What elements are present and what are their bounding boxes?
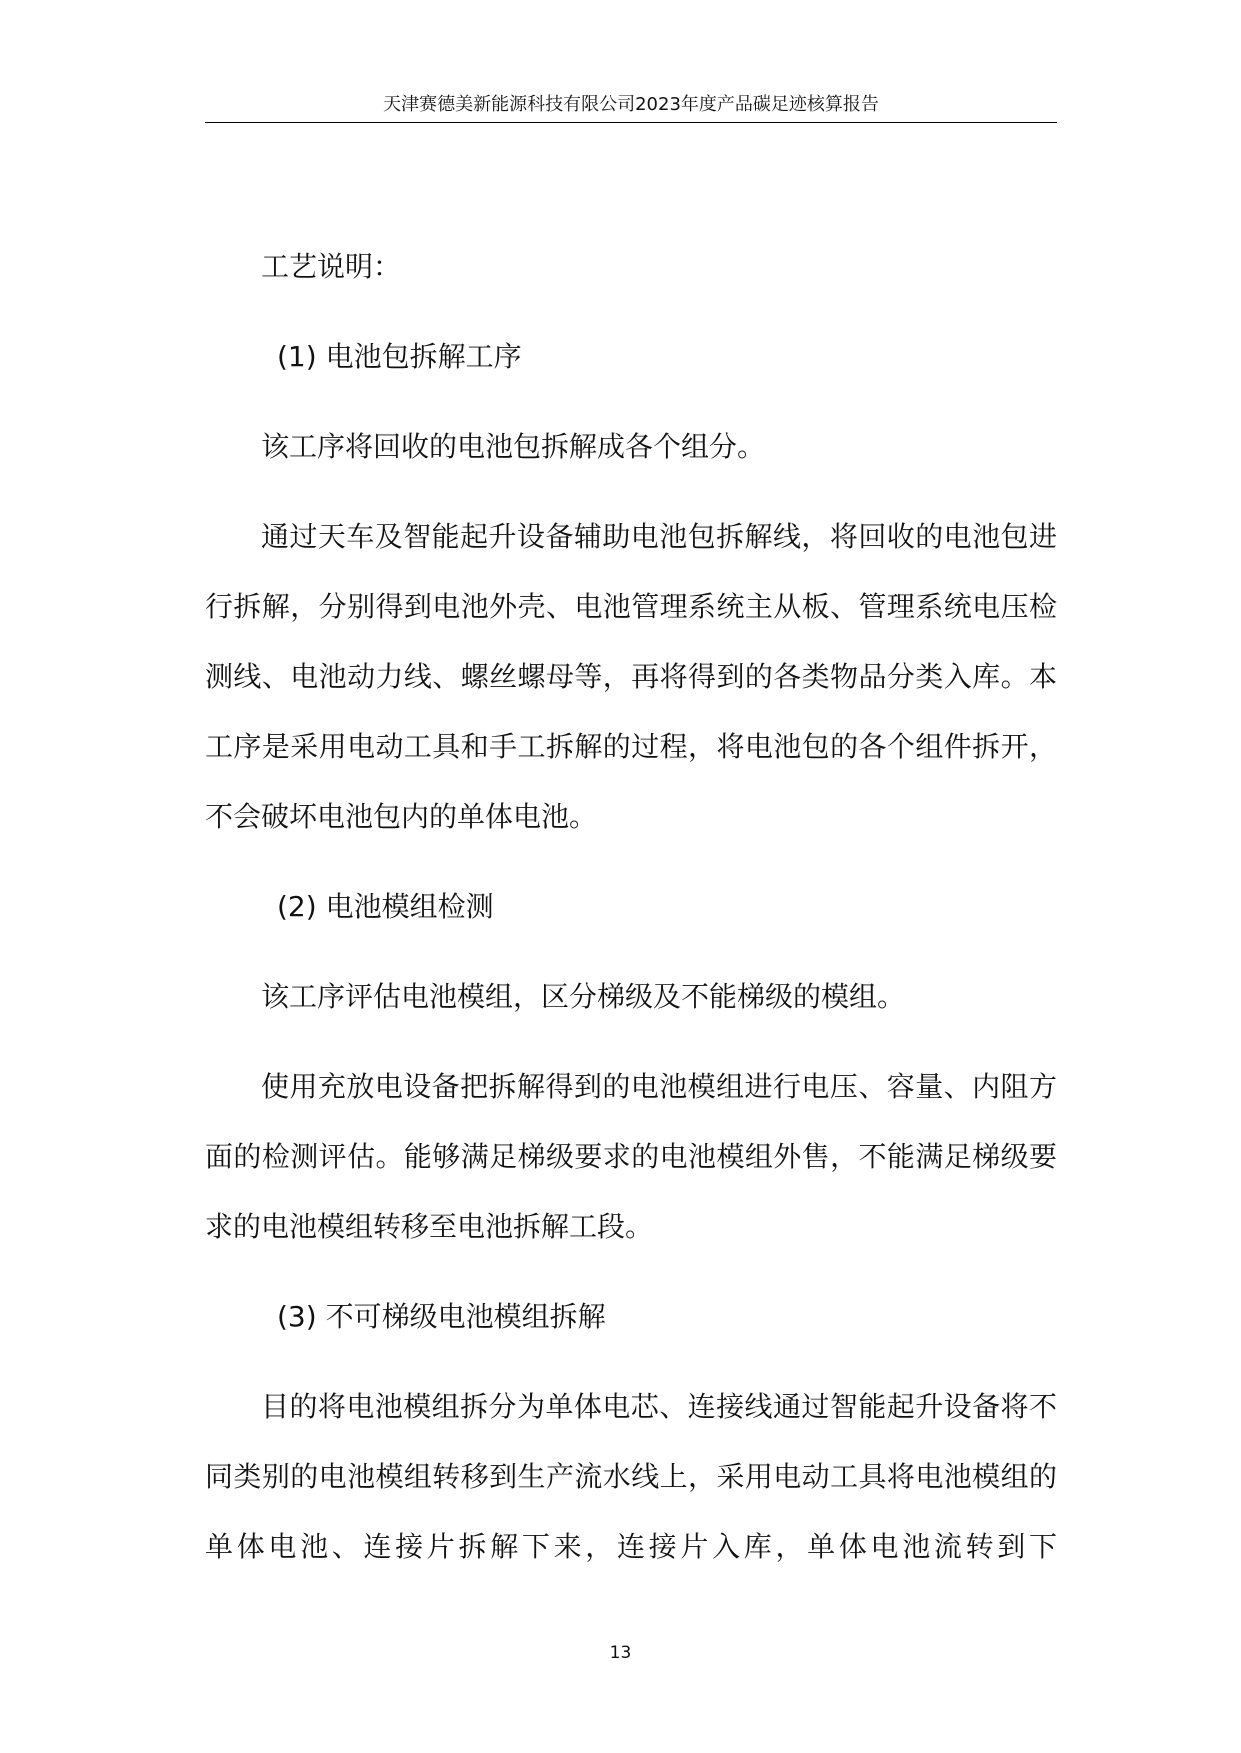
step-3-heading: (3) 不可梯级电池模组拆解 <box>277 1300 606 1333</box>
step-1-heading: (1) 电池包拆解工序 <box>277 340 522 373</box>
step-2-detail: 使用充放电设备把拆解得到的电池模组进行电压、容量、内阻方面的检测评估。能够满足梯级要求的电池模组外售，不能满足梯级要求的电池模组转移至电池拆解工段。 <box>205 1070 1057 1243</box>
step-2-heading: (2) 电池模组检测 <box>277 890 494 923</box>
running-header: 天津赛德美新能源科技有限公司2023年度产品碳足迹核算报告 <box>383 94 879 115</box>
step-2-summary: 该工序评估电池模组，区分梯级及不能梯级的模组。 <box>261 980 906 1013</box>
step-3-detail: 目的将电池模组拆分为单体电芯、连接线通过智能起升设备将不同类别的电池模组转移到生产流水线上，采用电动工具将电池模组的单体电池、连接片拆解下来，连接片入库，单体电池流转到下 <box>205 1390 1057 1563</box>
body-content <box>205 232 1057 1602</box>
step-1-summary: 该工序将回收的电池包拆解成各个组分。 <box>261 430 766 463</box>
page-number: 13 <box>609 1643 632 1663</box>
section-title: 工艺说明： <box>261 250 402 283</box>
header-divider <box>205 122 1057 123</box>
step-1-detail: 通过天车及智能起升设备辅助电池包拆解线，将回收的电池包进行拆解，分别得到电池外壳、电池管理系统主从板、管理系统电压检测线、电池动力线、螺丝螺母等，再将得到的各类物品分类入库。本工序是采用电动工具和手工拆解的过程，将电池包的各个组件拆开，不会破坏电池包内的单体电池。 <box>205 520 1057 833</box>
